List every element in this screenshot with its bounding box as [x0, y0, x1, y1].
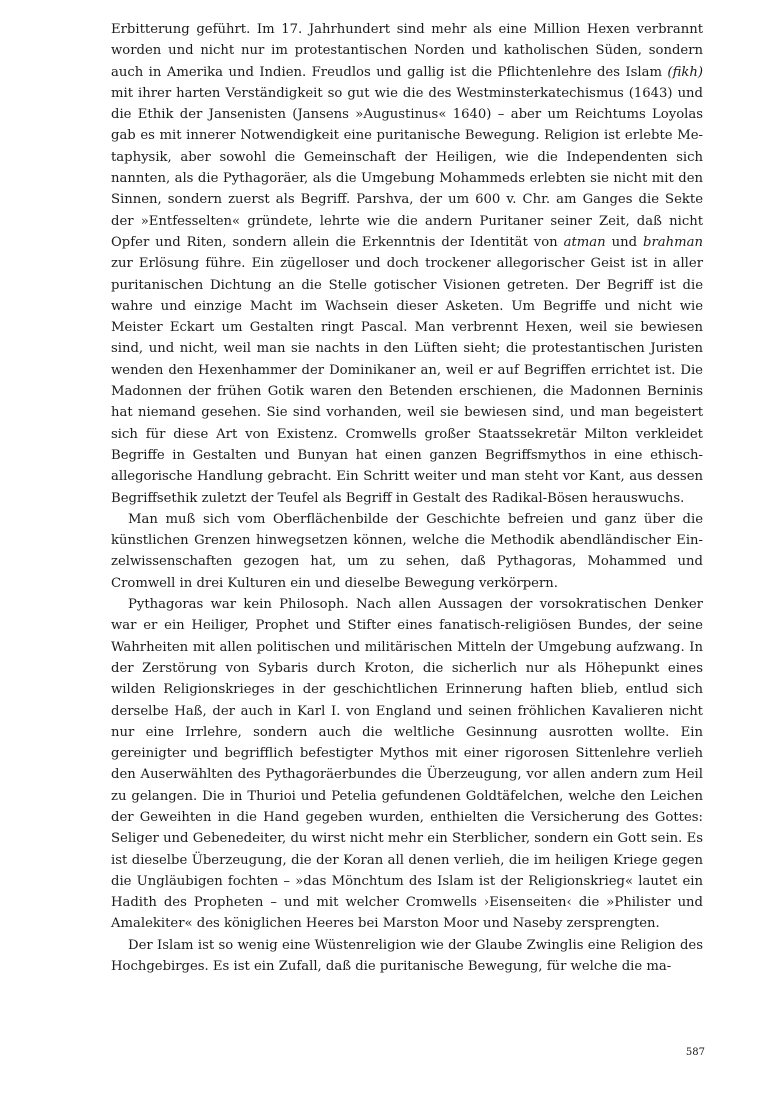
paragraph-4	[111, 935, 703, 978]
page-number: 587	[685, 1047, 705, 1058]
text-segment: Der Islam ist so wenig eine Wüstenreligion wie der Glaube Zwinglis eine Religion des Hochgebirges. Es ist ein Zufall, daß die puritanische Bewegung, für welche die ma-	[111, 937, 703, 975]
paragraph-3	[111, 594, 703, 935]
text-segment: und	[605, 234, 644, 250]
text-segment: mit ihrer harten Verständigkeit so gut wie die des Westminsterkatechismus (1643) und die Ethik der Jansenisten (Jansens »Augustinus« 1640) – aber um Reichtums Loyolas gab es mit innerer Notwendigkeit eine puritanische Bewegung. Religion ist erlebte Metaphysik, aber sowohl die Gemeinschaft der Heiligen, wie die Independenten sich nannten, als die Pythagoräer, als die Umgebung Mohammeds erlebten sie nicht mit den Sinnen, sondern zuerst als Begriff. Parshva, der um 600 v. Chr. am Ganges die Sekte der »Entfesselten« gründete, lehrte wie die andern Puritaner seiner Zeit, daß nicht Opfer und Riten, sondern allein die Erkenntnis der Identität von	[111, 85, 703, 250]
text-segment: zur Erlösung führe. Ein zügelloser und doch trockener allegorischer Geist ist in aller puritanischen Dichtung an die Stelle gotischer Visionen getreten. Der Begriff ist die wahre und einzige Macht im Wachsein dieser Asketen. Um Begriffe und nicht wie Meister Eckart um Gestalten ringt Pascal. Man verbrennt Hexen, weil sie bewiesen sind, und nicht, weil man sie nachts in den Lüften sieht; die protestantischen Juristen wenden den Hexenhammer der Dominikaner an, weil er auf Begriffen errichtet ist. Die Madonnen der frühen Gotik waren den Betenden erschienen, die Madonnen Berninis hat niemand gesehen. Sie sind vorhanden, weil sie bewiesen sind, und man begeistert sich für diese Art von Existenz. Cromwells großer Staatssekretär Milton verkleidet Begriffe in Gestalten und Bunyan hat einen ganzen Begriffsmythos in eine ethisch-allegorische Handlung gebracht. Ein Schritt weiter und man steht vor Kant, aus dessen Begriffsethik zuletzt der Teufel als Begriff in Gestalt des Radikal-Bösen herauswuchs.	[111, 256, 703, 506]
text-segment: Erbitterung geführt. Im 17. Jahrhundert sind mehr als eine Million Hexen verbrannt worden und nicht nur im protestantischen Norden und katholischen Süden, sondern auch in Amerika und Indien. Freudlos und gallig ist die Pflichtenlehre des Islam	[111, 22, 703, 80]
text-segment-italic: atman	[563, 234, 606, 250]
text-segment: Man muß sich vom Oberflächenbilde der Geschichte befreien und ganz über die künstlichen Grenzen hinwegsetzen können, welche die Methodik abendländischer Einzelwissenschaften gezogen hat, um zu sehen, daß Pythagoras, Mohammed und Cromwell in drei Kulturen ein und dieselbe Bewegung verkörpern.	[111, 511, 703, 591]
text-segment-italic: (fikh)	[667, 64, 703, 80]
text-segment-italic: brahman	[643, 234, 703, 250]
paragraph-1	[111, 19, 703, 509]
page-body	[111, 19, 703, 977]
paragraph-2	[111, 509, 703, 594]
text-segment: Pythagoras war kein Philosoph. Nach allen Aussagen der vorsokratischen Denker war er ein Heiliger, Prophet und Stifter eines fanatisch-religiösen Bundes, der seine Wahrheiten mit allen politischen und militärischen Mitteln der Umgebung aufzwang. In der Zerstörung von Sybaris durch Kroton, die sicherlich nur als Höhepunkt eines wilden Religionskrieges in der geschichtlichen Erinnerung haften blieb, entlud sich derselbe Haß, der auch in Karl I. von England und seinen fröhlichen Kavalieren nicht nur eine Irrlehre, sondern auch die weltliche Gesinnung ausrotten wollte. Ein gereinigter und begrifflich befestigter Mythos mit einer rigorosen Sittenlehre verlieh den Auserwählten des Pythagoräerbundes die Überzeugung, vor allen andern zum Heil zu gelangen. Die in Thurioi und Petelia gefundenen Goldtäfelchen, welche den Leichen der Geweihten in die Hand gegeben wurden, enthielten die Versicherung des Gottes: Seliger und Gebenedeiter, du wirst nicht mehr ein Sterblicher, sondern ein Gott sein. Es ist dieselbe Überzeugung, die der Koran all denen verlieh, die im heiligen Kriege gegen die Ungläubigen fochten – »das Mönchtum des Islam ist der Religionskrieg« lautet ein Hadith des Propheten – und mit welcher Cromwells ›Eisenseiten‹ die »Philister und Amalekiter« des königlichen Heeres bei Marston Moor und Naseby zersprengten.	[111, 597, 703, 932]
